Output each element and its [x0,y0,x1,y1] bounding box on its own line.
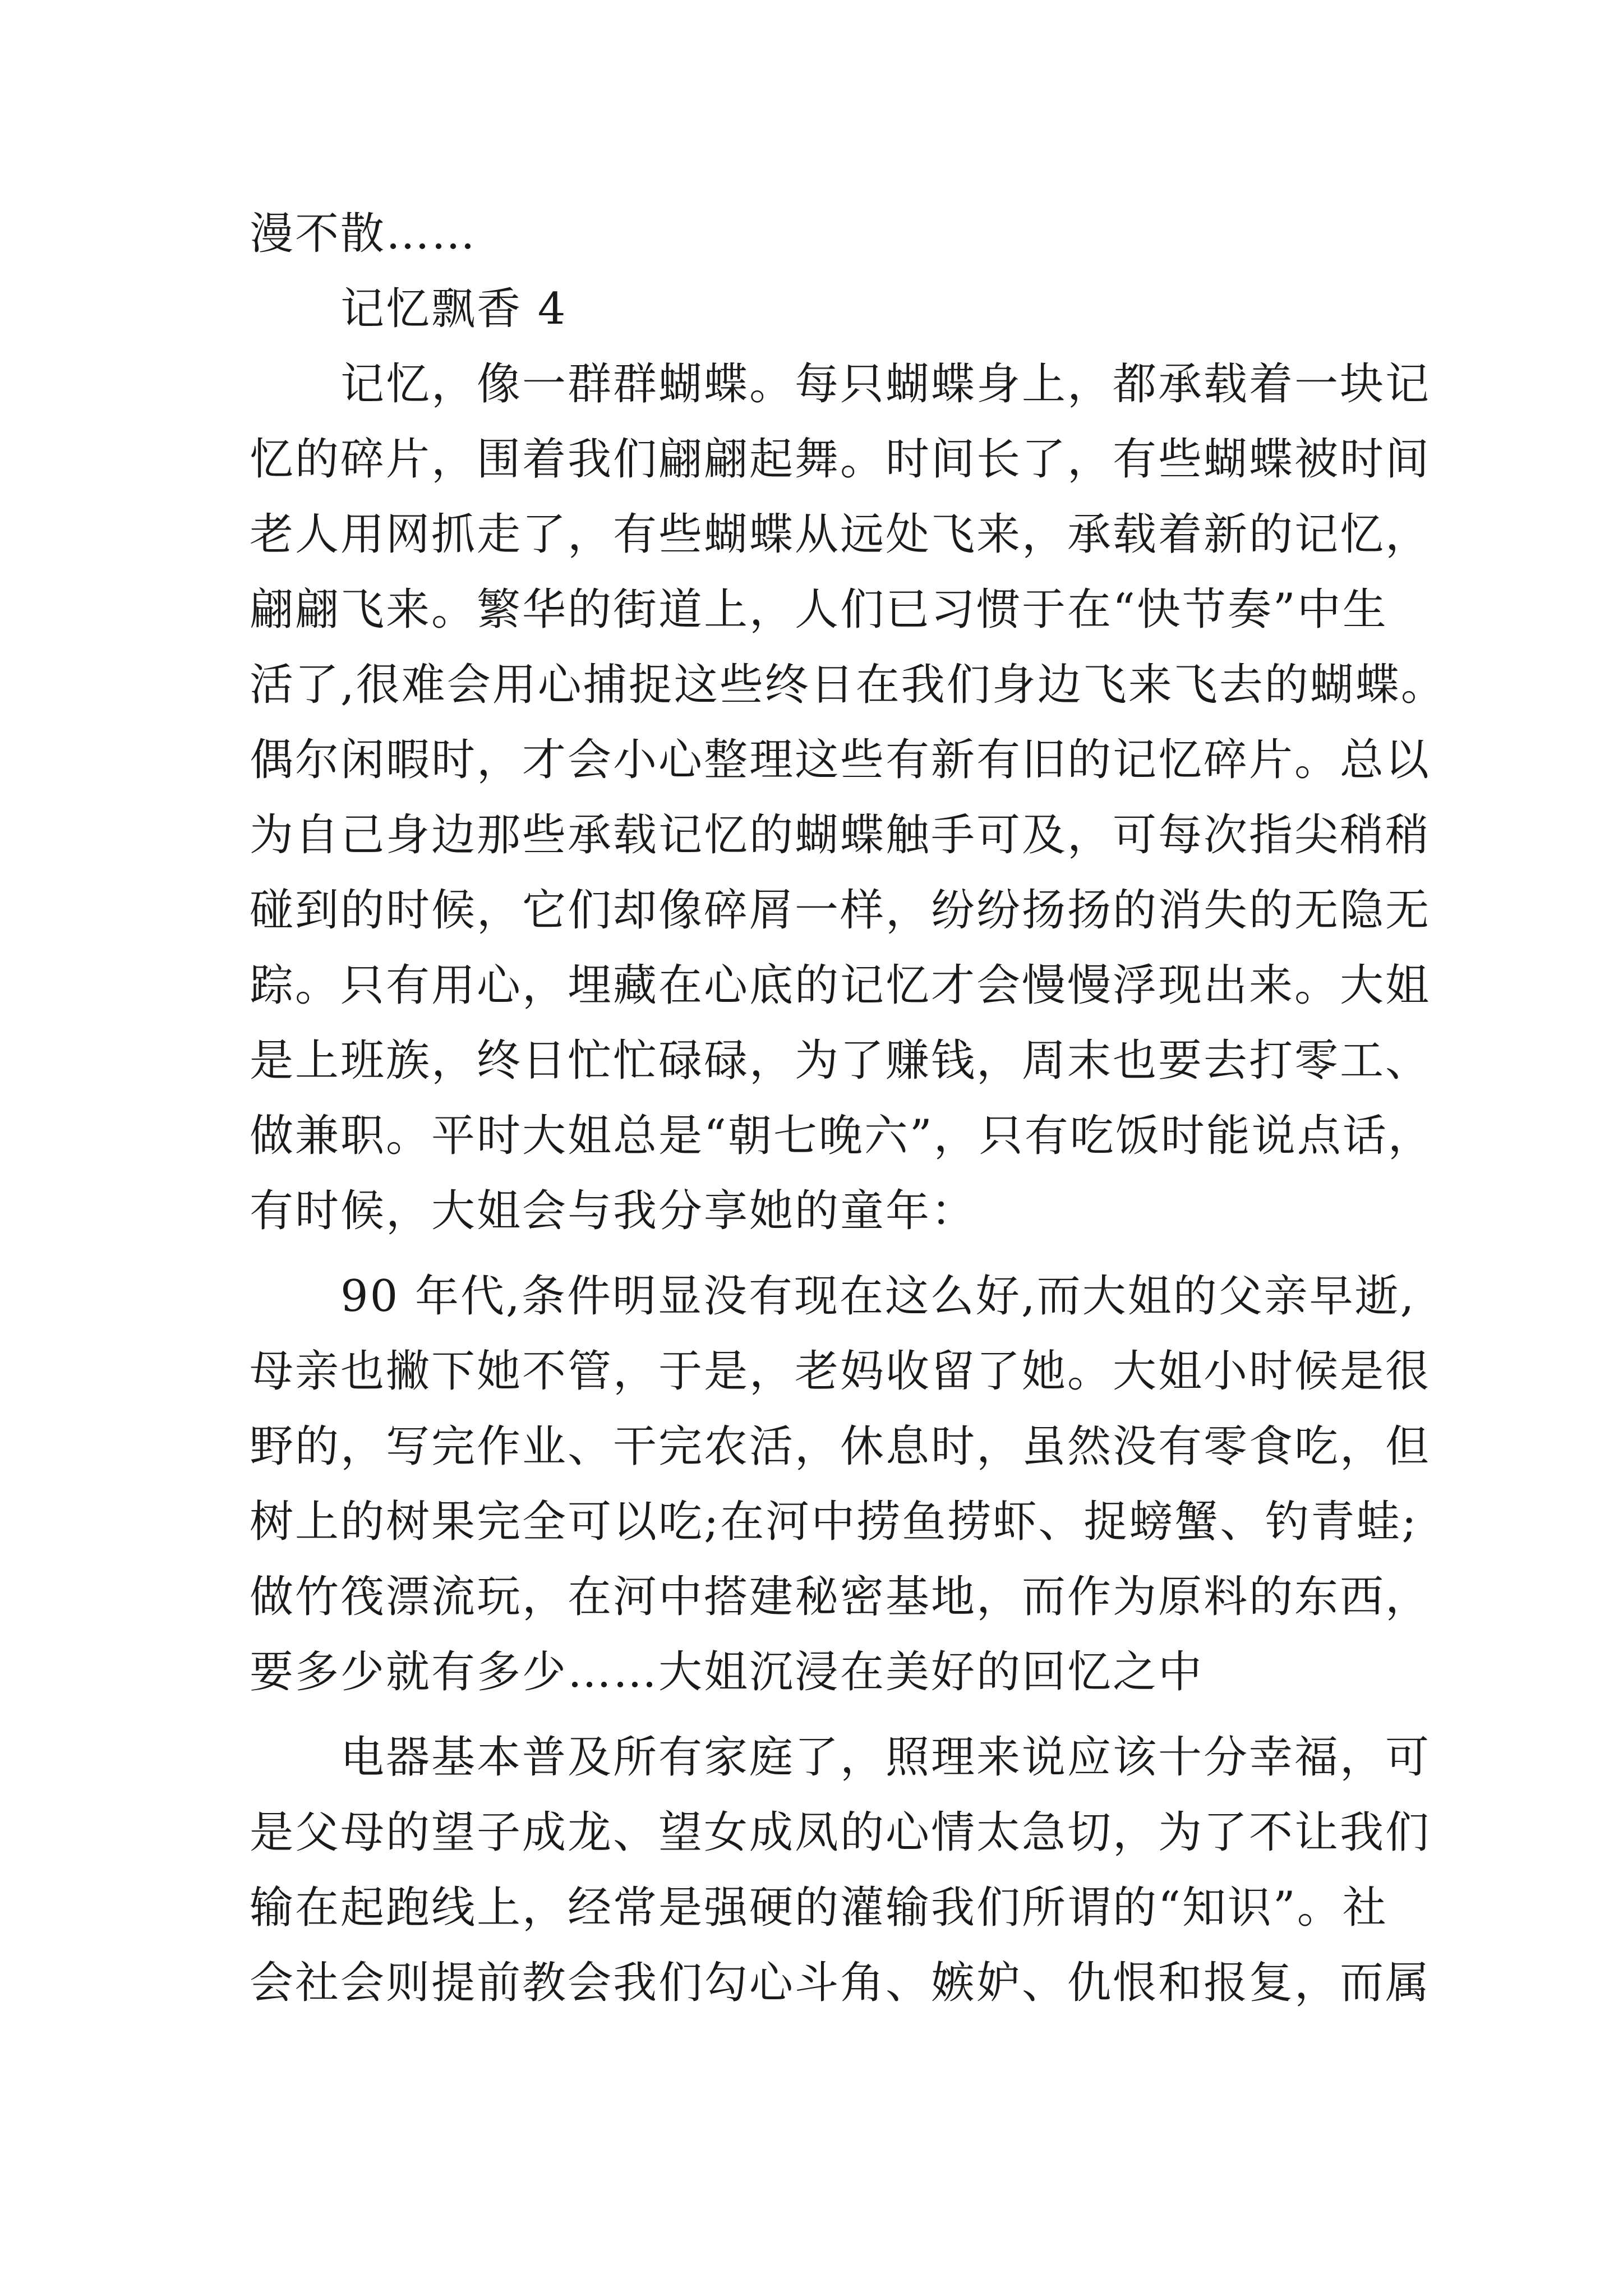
text-line: 野的，写完作业、干完农活，休息时，虽然没有零食吃，但 [250,1421,1431,1472]
text-line: 忆的碎片，围着我们翩翩起舞。时间长了，有些蝴蝶被时间 [250,434,1431,485]
text-line: 有时候，大姐会与我分享她的童年： [250,1186,977,1236]
text-line: 为自己身边那些承载记忆的蝴蝶触手可及，可每次指尖稍稍 [250,810,1431,861]
text-line: 翩翩飞来。繁华的街道上，人们已习惯于在“快节奏”中生 [250,585,1388,635]
text-line: 90 年代,条件明显没有现在这么好,而大姐的父亲早逝, [250,1271,1416,1322]
section-heading: 记忆飘香 4 [250,284,568,334]
text-line: 输在起跑线上，经常是强硬的灌输我们所谓的“知识”。社 [250,1883,1388,1933]
text-line: 活了,很难会用心捕捉这些终日在我们身边飞来飞去的蝴蝶。 [250,660,1446,710]
document-body [250,196,1446,2021]
text-line: 偶尔闲暇时，才会小心整理这些有新有旧的记忆碎片。总以 [250,735,1431,785]
text-line: 是父母的望子成龙、望女成凤的心情太急切，为了不让我们 [250,1807,1431,1858]
text-line: 电器基本普及所有家庭了，照理来说应该十分幸福，可 [250,1732,1431,1783]
text-line: 要多少就有多少……大姐沉浸在美好的回忆之中 [250,1647,1204,1697]
text-line: 树上的树果完全可以吃;在河中捞鱼捞虾、捉螃蟹、钓青蛙; [250,1497,1418,1547]
text-line: 是上班族，终日忙忙碌碌，为了赚钱，周末也要去打零工、 [250,1036,1431,1086]
text-line: 踪。只有用心，埋藏在心底的记忆才会慢慢浮现出来。大姐 [250,960,1431,1011]
text-line: 做竹筏漂流玩，在河中搭建秘密基地，而作为原料的东西， [250,1572,1431,1622]
text-line: 漫不散…… [250,209,477,259]
text-line: 记忆，像一群群蝴蝶。每只蝴蝶身上，都承载着一块记 [250,359,1431,409]
text-line: 母亲也撇下她不管，于是，老妈收留了她。大姐小时候是很 [250,1346,1431,1397]
text-line: 老人用网抓走了，有些蝴蝶从远处飞来，承载着新的记忆， [250,509,1431,560]
text-line: 做兼职。平时大姐总是“朝七晚六”，只有吃饭时能说点话， [250,1111,1433,1161]
text-line: 碰到的时候，它们却像碎屑一样，纷纷扬扬的消失的无隐无 [250,885,1431,936]
text-line: 会社会则提前教会我们勾心斗角、嫉妒、仇恨和报复，而属 [250,1958,1431,2008]
